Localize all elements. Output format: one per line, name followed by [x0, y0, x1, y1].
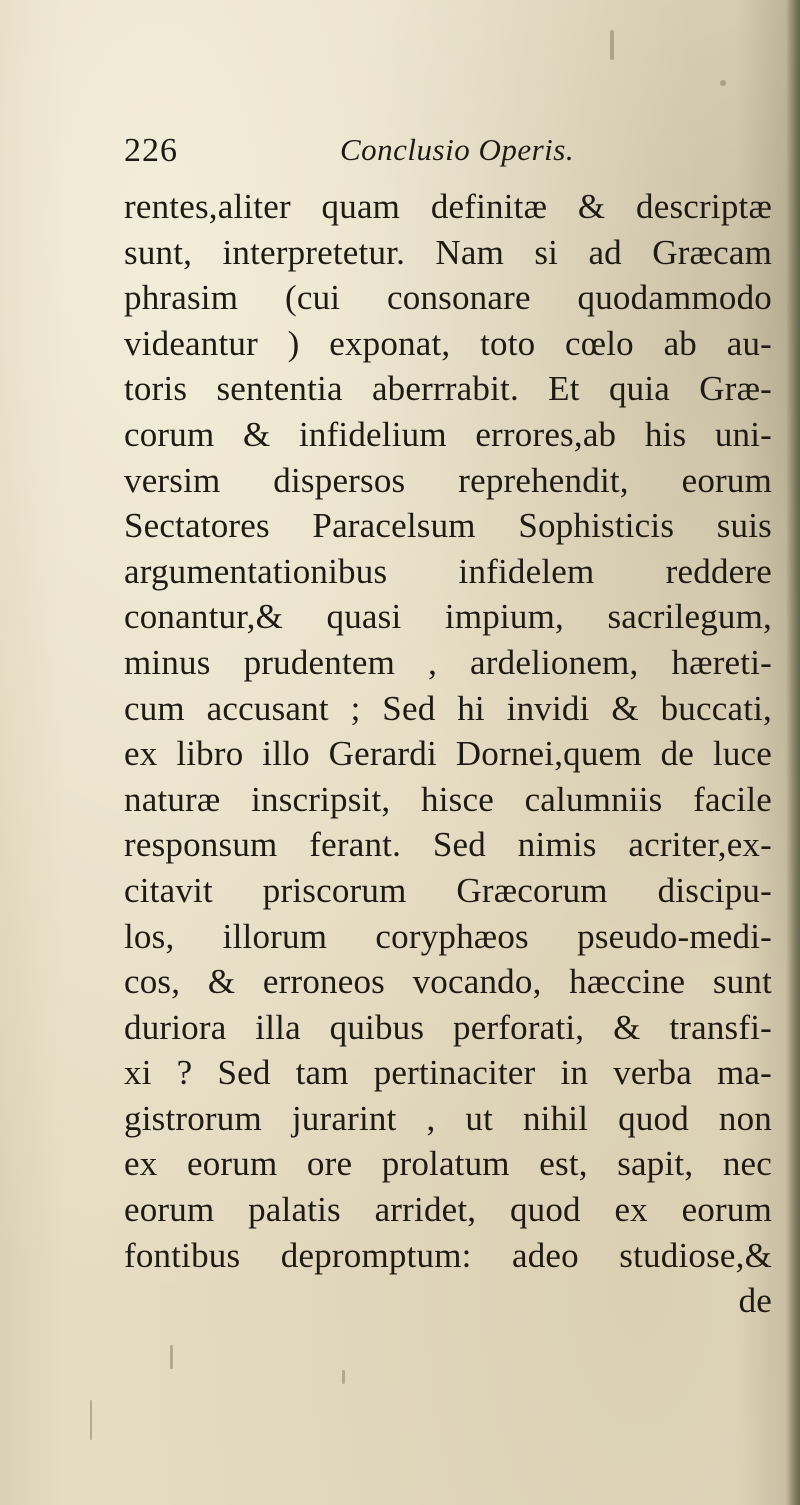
text-line: ex libro illo Gerardi Dornei,quem de luce — [124, 734, 772, 774]
text-line: videantur ) exponat, toto cœlo ab au- — [124, 323, 772, 363]
paper-speck — [610, 30, 614, 60]
text-line: toris sententia aberrrabit. Et quia Græ- — [124, 369, 772, 409]
text-line: Sectatores Paracelsum Sophisticis suis — [124, 506, 772, 546]
text-line: naturæ inscripsit, hisce calumniis facile — [124, 779, 772, 819]
text-line: minus prudentem , ardelionem, hæreti- — [124, 642, 772, 682]
text-line: xi ? Sed tam pertinaciter in verba ma- — [124, 1053, 772, 1093]
text-line: ex eorum ore prolatum est, sapit, nec — [124, 1144, 772, 1184]
paper-speck — [90, 1400, 92, 1440]
text-line: fontibus depromptum: adeo studiose,& — [124, 1235, 772, 1275]
catchword: de — [738, 1281, 772, 1321]
text-line: sunt, interpretetur. Nam si ad Græcam — [124, 232, 772, 272]
text-line: responsum ferant. Sed nimis acriter,ex- — [124, 825, 772, 865]
text-line: cos, & erroneos vocando, hæccine sunt — [124, 962, 772, 1002]
text-line: duriora illa quibus perforati, & transfi- — [124, 1007, 772, 1047]
page-edge-shadow — [786, 0, 800, 1505]
running-title: Conclusio Operis. — [340, 132, 575, 167]
running-header — [0, 128, 800, 188]
text-line: eorum palatis arridet, quod ex eorum — [124, 1190, 772, 1230]
paper-speck — [170, 1345, 173, 1369]
text-line: corum & infidelium errores,ab his uni- — [124, 414, 772, 454]
text-line: citavit priscorum Græcorum discipu- — [124, 870, 772, 910]
text-line: rentes,aliter quam definitæ & descriptæ — [124, 187, 772, 226]
text-line: phrasim (cui consonare quodammodo — [124, 278, 772, 318]
text-line: argumentationibus infidelem reddere — [124, 551, 772, 591]
text-line: versim dispersos reprehendit, eorum — [124, 460, 772, 500]
text-line: los, illorum coryphæos pseudo-medi- — [124, 916, 772, 956]
paper-speck — [342, 1370, 345, 1384]
text-line: conantur,& quasi impium, sacrilegum, — [124, 597, 772, 637]
page-number: 226 — [124, 132, 178, 169]
paper-speck — [720, 80, 726, 86]
text-line: cum accusant ; Sed hi invidi & buccati, — [124, 688, 772, 728]
text-line: gistrorum jurarint , ut nihil quod non — [124, 1098, 772, 1138]
body-text — [124, 184, 772, 1324]
